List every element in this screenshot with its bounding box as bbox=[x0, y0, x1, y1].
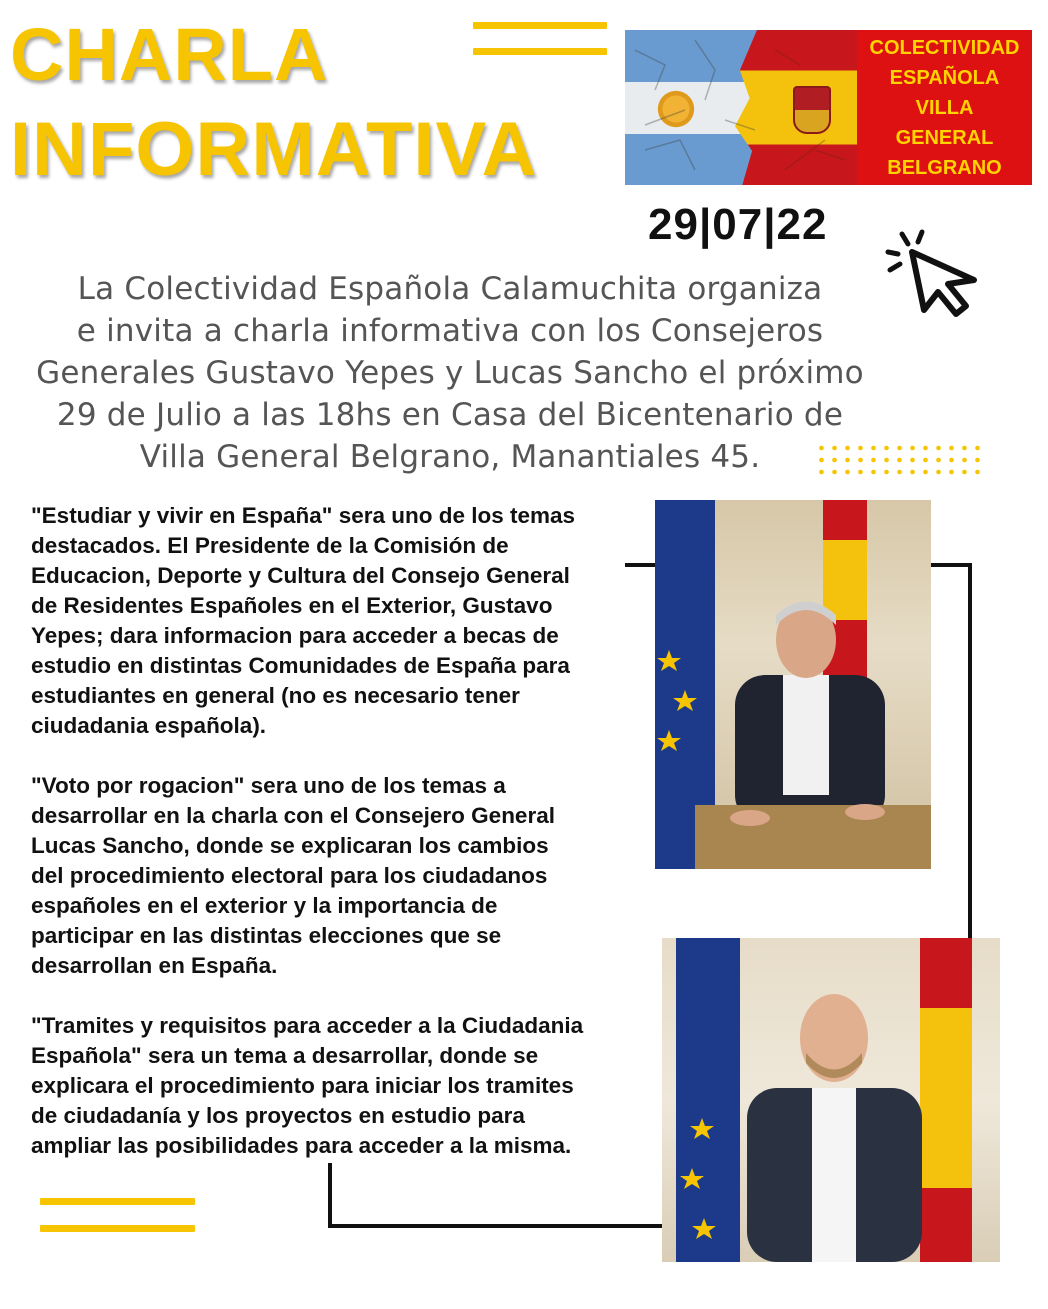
topic-line: ciudadania española). bbox=[31, 713, 267, 738]
event-date: 29|07|22 bbox=[648, 200, 828, 249]
topic-line: estudiantes en general (no es necesario tener bbox=[31, 683, 520, 708]
topic-line: "Estudiar y vivir en España" sera uno de los temas bbox=[31, 503, 576, 528]
topic-line: del procedimiento electoral para los ciudadanos bbox=[31, 863, 548, 888]
intro-line: Generales Gustavo Yepes y Lucas Sancho el próximo bbox=[36, 355, 864, 391]
topic-line: "Voto por rogacion" sera uno de los temas a bbox=[31, 773, 506, 798]
topic-line: participar en las distintas elecciones que se bbox=[31, 923, 502, 948]
organization-line: ESPAÑOLA bbox=[889, 66, 1000, 89]
intro-line: Villa General Belgrano, Manantiales 45. bbox=[139, 439, 761, 475]
decor-line-top-2 bbox=[473, 48, 607, 55]
decor-line-bottom-1 bbox=[40, 1198, 195, 1205]
topic-study-paragraph bbox=[31, 501, 575, 741]
topic-line: de Residentes Españoles en el Exterior, Gustavo bbox=[31, 593, 553, 618]
title-line-2: INFORMATIVA bbox=[10, 107, 538, 192]
decor-line-top-1 bbox=[473, 22, 607, 29]
topic-line: Española" sera un tema a desarrollar, donde se bbox=[31, 1043, 539, 1068]
organization-line: BELGRANO bbox=[887, 156, 1002, 179]
topic-line: de ciudadanía y los proyectos en estudio para bbox=[31, 1103, 525, 1128]
topic-vote-paragraph bbox=[31, 771, 555, 981]
topic-line: Lucas Sancho, donde se explicaran los cambios bbox=[31, 833, 549, 858]
crack-texture bbox=[625, 30, 857, 185]
speaker-photo-yepes bbox=[655, 500, 931, 869]
topic-line: "Tramites y requisitos para acceder a la Ciudadania bbox=[31, 1013, 584, 1038]
organization-line: COLECTIVIDAD bbox=[869, 36, 1020, 59]
decor-dot-grid bbox=[815, 442, 985, 478]
connector-line bbox=[968, 563, 972, 938]
speaker-photo-sancho bbox=[662, 938, 1000, 1262]
topic-line: ampliar las posibilidades para acceder a la misma. bbox=[31, 1133, 572, 1158]
topic-line: desarrollan en España. bbox=[31, 953, 278, 978]
connector-line bbox=[328, 1163, 332, 1228]
topic-line: Yepes; dara informacion para acceder a becas de bbox=[31, 623, 559, 648]
organization-line: GENERAL bbox=[895, 126, 994, 149]
connector-line bbox=[625, 563, 655, 567]
intro-line: 29 de Julio a las 18hs en Casa del Bicentenario de bbox=[56, 397, 844, 433]
topic-citizenship-paragraph bbox=[31, 1011, 583, 1161]
topic-line: destacados. El Presidente de la Comisión de bbox=[31, 533, 509, 558]
organization-box bbox=[857, 30, 1032, 185]
topic-line: Educacion, Deporte y Cultura del Consejo General bbox=[31, 563, 570, 588]
intro-line: La Colectividad Española Calamuchita organiza bbox=[77, 271, 823, 307]
decor-line-bottom-2 bbox=[40, 1225, 195, 1232]
connector-line bbox=[328, 1224, 662, 1228]
topic-line: españoles en el exterior y la importancia de bbox=[31, 893, 498, 918]
intro-paragraph bbox=[0, 268, 900, 478]
argentina-spain-flag-image bbox=[625, 30, 857, 185]
topic-line: desarrollar en la charla con el Consejero General bbox=[31, 803, 555, 828]
flag-banner bbox=[625, 30, 1032, 185]
topic-line: estudio en distintas Comunidades de España para bbox=[31, 653, 570, 678]
title-line-1: CHARLA bbox=[10, 13, 329, 96]
connector-line bbox=[931, 563, 972, 567]
organization-line: VILLA bbox=[915, 96, 974, 119]
intro-line: e invita a charla informativa con los Consejeros bbox=[76, 313, 824, 349]
topic-line: explicara el procedimiento para iniciar los tramites bbox=[31, 1073, 574, 1098]
